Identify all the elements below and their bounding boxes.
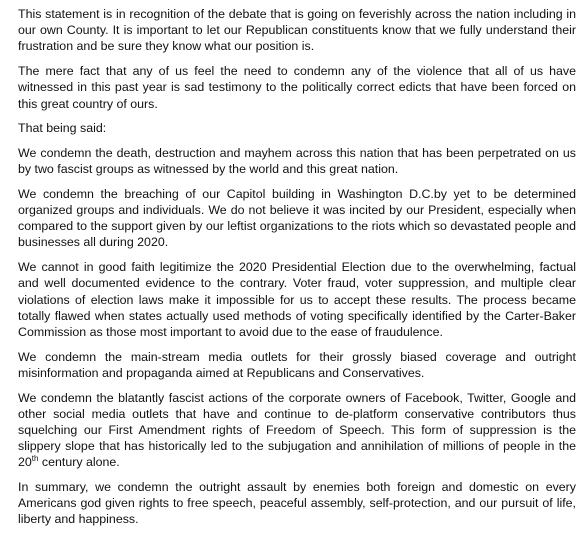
paragraph-intro: This statement is in recognition of the debate that is going on feverishly across the nation including in our own County. It is important to let our Republican constituents know that we fully understand their frustration and be sure they know what our position is. <box>18 7 576 54</box>
paragraph-condemn-mayhem: We condemn the death, destruction and mayhem across this nation that has been perpetrated on us by two fascist groups as witnessed by the world and this great nation. <box>18 145 576 177</box>
paragraph-condemn-capitol: We condemn the breaching of our Capitol building in Washington D.C.by yet to be determined organized groups and individuals. We do not believe it was incited by our President, especially when compared to the support given by our leftist organizations to the riots which so devastated people and businesses all during 2020. <box>18 186 576 250</box>
paragraph-media: We condemn the main-stream media outlets for their grossly biased coverage and outright misinformation and propaganda aimed at Republicans and Conservatives. <box>18 349 576 380</box>
paragraph-violence: The mere fact that any of us feel the need to condemn any of the violence that all of us have witnessed in this past year is sad testimony to the politically correct edicts that have been forced on this great country of ours. <box>18 64 576 111</box>
paragraph-election: We cannot in good faith legitimize the 2020 Presidential Election due to the overwhelming, factual and well documented evidence to the contrary. Voter fraud, voter suppression, and multiple clear violations of election laws make it impossible for us to accept these results. The process became totally flawed when states actually used methods of voting specifically identified by the Carter-Baker Commission as those most important to avoid due to the ease of fraudulence. <box>18 260 576 339</box>
paragraph-summary: In summary, we condemn the outright assault by enemies both foreign and domestic on every Americans god given rights to free speech, peaceful assembly, self-protection, and our pursuit of life, liberty and happiness. <box>18 480 576 527</box>
paragraph-social-media-tail: century alone. <box>38 455 120 470</box>
paragraph-that-being-said: That being said: <box>18 121 107 136</box>
paragraph-social-media-text: We condemn the blatantly fascist actions of the corporate owners of Facebook, Twitter, Google and other social media outlets that have and continue to de-platform conservative contributors thus squelching our First Amendment rights of Freedom of Speech. This form of suppression is the slippery slope that has historically led to the subjugation and annihilation of millions of people in the 20 <box>18 390 576 470</box>
ordinal-superscript: th <box>31 454 39 464</box>
paragraph-social-media <box>18 390 576 471</box>
